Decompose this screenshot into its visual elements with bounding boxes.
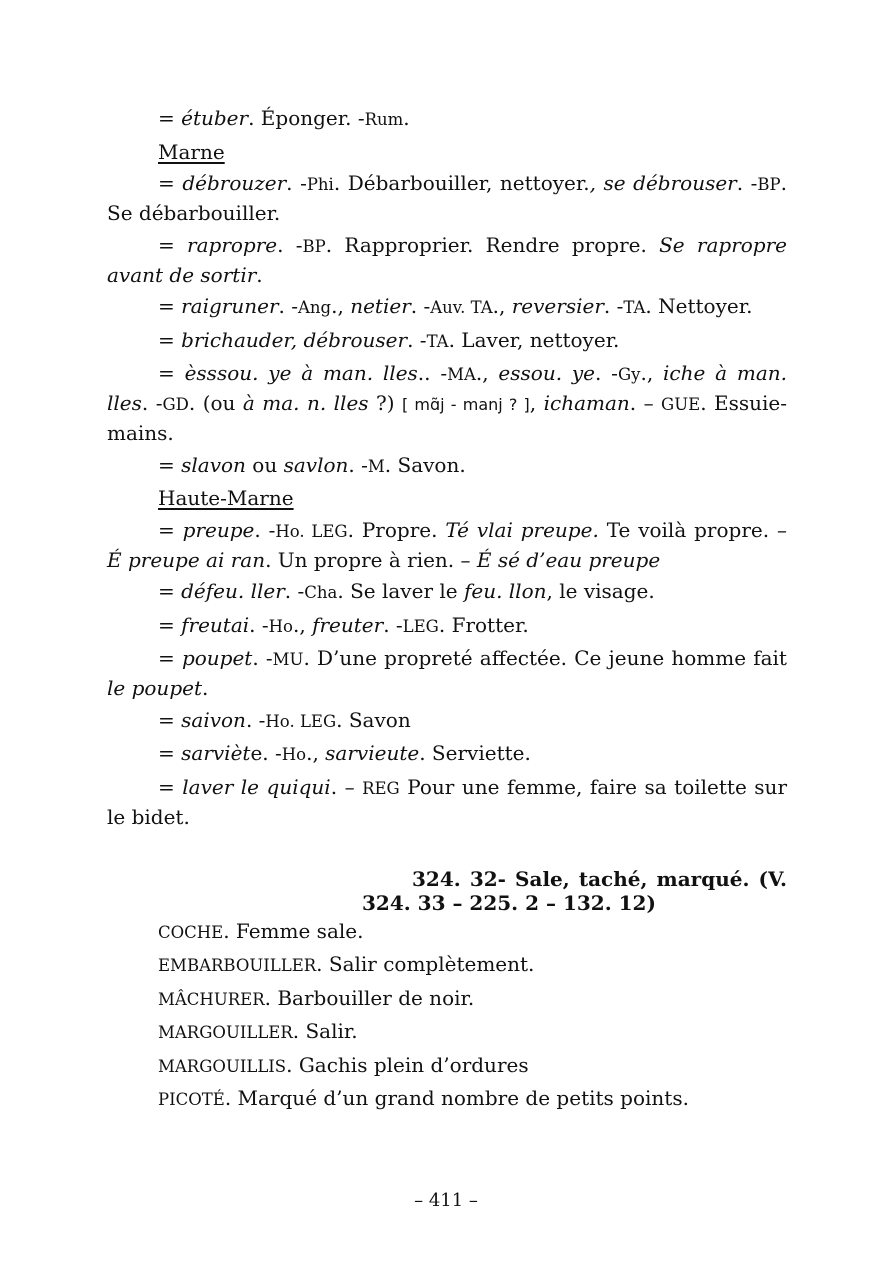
entry-rapropre: = rapropre. -BP. Rapproprier. Rendre propre. Se rapropre avant de sortir. <box>107 232 787 287</box>
entry-brichauder: = brichauder, débrouser. -TA. Laver, nettoyer. <box>158 327 620 352</box>
entry-preupe: = preupe. -Ho. LEG. Propre. Té vlai preupe. Te voilà propre. – É preupe ai ran. Un propre à rien. – É sé d’eau preupe <box>107 517 787 572</box>
list-item: EMBARBOUILLER. Salir complètement. <box>158 952 535 976</box>
entry-slavon: = slavon ou savlon. -M. Savon. <box>158 452 466 477</box>
entry-poupet: = poupet. -MU. D’une propreté affectée. Ce jeune homme fait le poupet. <box>107 646 787 700</box>
entry-esssou: = èsssou. ye à man. lles.. -MA., essou. ye. -Gy., iche à man. lles. -GD. (ou à ma. n. lles ?) [ mɑ̃j - manj ? ], ichaman. – GUE. Essuie-mains. <box>107 361 787 445</box>
entry-laver-le-quiqui: = laver le quiqui. – REG Pour une femme, faire sa toilette sur le bidet. <box>107 774 788 829</box>
region-heading-marne: Marne <box>158 139 225 164</box>
list-item: COCHE. Femme sale. <box>158 918 364 943</box>
entry-debrouzer: = débrouzer. -Phi. Débarbouiller, nettoyer., se débrouser. -BP. Se débarbouiller. <box>107 171 787 225</box>
region-heading-haute-marne: Haute-Marne <box>158 486 294 510</box>
entry-defeuller: = défeu. ller. -Cha. Se laver le feu. llon, le visage. <box>158 579 655 603</box>
page-body <box>107 104 787 1118</box>
section-heading-line-1: 324. 32- Sale, taché, marqué. (V. <box>412 866 787 891</box>
list-item: MARGOUILLIS. Gachis plein d’ordures <box>158 1052 529 1077</box>
list-item: PICOTÉ. Marqué d’un grand nombre de petits points. <box>158 1086 689 1110</box>
entry-saivon: = saivon. -Ho. LEG. Savon <box>158 707 411 732</box>
page-number: – 411 – <box>414 1190 478 1211</box>
section-heading-line-2: 324. 33 – 225. 2 – 132. 12) <box>362 890 656 915</box>
list-item: MARGOUILLER. Salir. <box>158 1019 358 1043</box>
list-item: MÂCHURER. Barbouiller de noir. <box>158 985 475 1010</box>
entry-raigruner: = raigruner. -Ang., netier. -Auv. TA., reversier. -TA. Nettoyer. <box>158 294 753 318</box>
section-heading <box>362 867 787 915</box>
entry-freutai: = freutai. -Ho., freuter. -LEG. Frotter. <box>158 612 529 637</box>
phonetic-transcription: [ mɑ̃j - manj ? ] <box>401 395 530 414</box>
term-list <box>107 917 787 1115</box>
entry-etuber: = étuber. Éponger. -Rum. <box>158 106 410 130</box>
entry-sarviete: = sarviète. -Ho., sarvieute. Serviette. <box>158 741 531 765</box>
